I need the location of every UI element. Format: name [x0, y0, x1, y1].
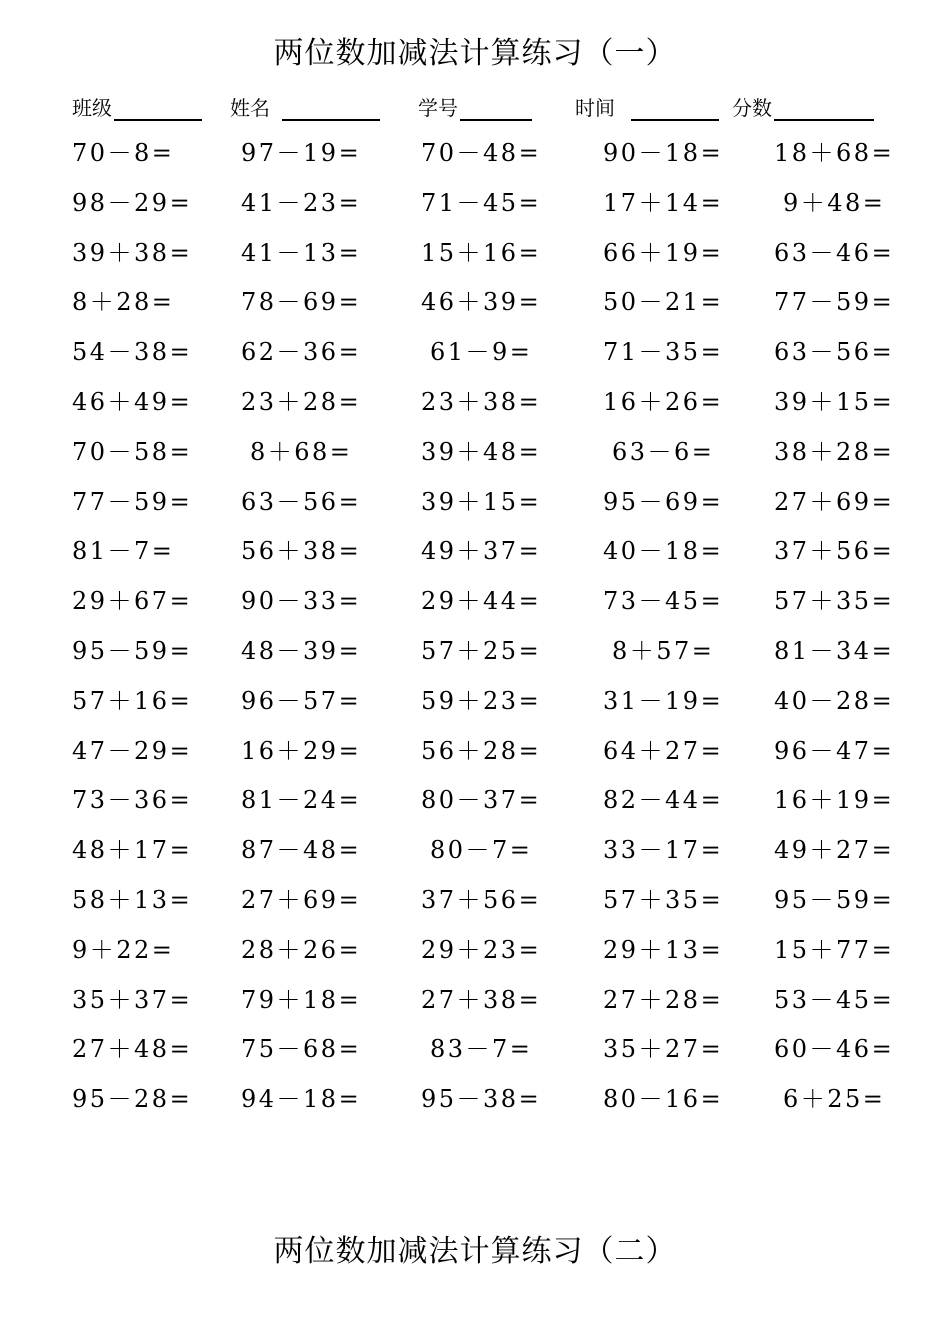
- problem-cell: 53－45=: [774, 985, 895, 1014]
- problem-cell: 37＋56=: [774, 537, 895, 566]
- problem-cell: 95－59=: [72, 636, 193, 665]
- problem-cell: 39＋48=: [421, 437, 542, 466]
- problem-cell: 63－6=: [612, 437, 715, 466]
- time-label: 时间: [575, 96, 615, 120]
- class-label: 班级: [72, 96, 112, 120]
- time-blank[interactable]: [631, 95, 719, 121]
- problem-cell: 82－44=: [603, 786, 724, 815]
- problem-cell: 61－9=: [430, 338, 533, 367]
- problem-cell: 87－48=: [241, 836, 362, 865]
- problem-row: [72, 931, 895, 981]
- id-blank[interactable]: [460, 95, 532, 121]
- problem-cell: 94－18=: [241, 1085, 362, 1114]
- problem-cell: 66＋19=: [603, 238, 724, 267]
- problem-cell: 37＋56=: [421, 885, 542, 914]
- problem-cell: 38＋28=: [774, 437, 895, 466]
- problem-cell: 48＋17=: [72, 836, 193, 865]
- problem-row: [72, 532, 895, 582]
- score-label: 分数: [732, 96, 772, 120]
- problem-cell: 31－19=: [603, 686, 724, 715]
- problem-cell: 8＋57=: [612, 636, 715, 665]
- problem-cell: 57＋35=: [774, 587, 895, 616]
- problem-cell: 9＋22=: [72, 935, 175, 964]
- problem-row: [72, 1030, 895, 1080]
- problem-row: [72, 831, 895, 881]
- class-blank[interactable]: [114, 95, 202, 121]
- problem-cell: 9＋48=: [783, 188, 886, 217]
- problem-cell: 16＋29=: [241, 736, 362, 765]
- problem-row: [72, 483, 895, 533]
- score-field[interactable]: [732, 92, 874, 124]
- id-field[interactable]: [418, 92, 532, 124]
- problem-cell: 46＋39=: [421, 288, 542, 317]
- problem-cell: 70－48=: [421, 139, 542, 167]
- problem-cell: 78－69=: [241, 288, 362, 317]
- problem-grid: [72, 134, 895, 1130]
- problem-cell: 27＋69=: [774, 487, 895, 516]
- problem-row: [72, 732, 895, 782]
- problem-cell: 81－24=: [241, 786, 362, 815]
- problem-cell: 90－33=: [241, 587, 362, 616]
- problem-row: [72, 881, 895, 931]
- problem-cell: 90－18=: [603, 139, 724, 167]
- problem-cell: 49＋27=: [774, 836, 895, 865]
- problem-cell: 27＋69=: [241, 885, 362, 914]
- problem-cell: 8＋28=: [72, 288, 175, 317]
- problem-cell: 39＋15=: [774, 387, 895, 416]
- problem-cell: 56＋28=: [421, 736, 542, 765]
- problem-cell: 27＋48=: [72, 1035, 193, 1064]
- problem-cell: 80－16=: [603, 1085, 724, 1114]
- problem-cell: 40－18=: [603, 537, 724, 566]
- problem-row: [72, 184, 892, 234]
- problem-cell: 77－59=: [72, 487, 193, 516]
- problem-cell: 83－7=: [430, 1035, 533, 1064]
- problem-cell: 95－38=: [421, 1085, 542, 1114]
- problem-cell: 73－36=: [72, 786, 193, 815]
- problem-cell: 80－7=: [430, 836, 533, 865]
- id-label: 学号: [418, 96, 458, 120]
- problem-cell: 6＋25=: [783, 1085, 886, 1114]
- problem-cell: 80－37=: [421, 786, 542, 815]
- problem-cell: 16＋19=: [774, 786, 895, 815]
- problem-cell: 57＋35=: [603, 885, 724, 914]
- problem-cell: 71－35=: [603, 338, 724, 367]
- problem-cell: 75－68=: [241, 1035, 362, 1064]
- problem-cell: 15＋77=: [774, 935, 895, 964]
- problem-cell: 27＋28=: [603, 985, 724, 1014]
- problem-cell: 46＋49=: [72, 387, 193, 416]
- problem-cell: 70－58=: [72, 437, 193, 466]
- problem-cell: 56＋38=: [241, 537, 362, 566]
- problem-cell: 35＋27=: [603, 1035, 724, 1064]
- problem-cell: 77－59=: [774, 288, 895, 317]
- problem-row: [72, 632, 895, 682]
- problem-row: [72, 682, 895, 732]
- problem-cell: 29＋67=: [72, 587, 193, 616]
- problem-row: [72, 283, 895, 333]
- problem-cell: 63－46=: [774, 238, 895, 267]
- problem-cell: 41－23=: [241, 188, 362, 217]
- problem-cell: 33－17=: [603, 836, 724, 865]
- problem-cell: 8＋68=: [250, 437, 353, 466]
- problem-cell: 97－19=: [241, 139, 362, 167]
- problem-cell: 64＋27=: [603, 736, 724, 765]
- problem-cell: 71－45=: [421, 188, 542, 217]
- time-field[interactable]: [575, 92, 719, 124]
- problem-row: [72, 383, 895, 433]
- problem-cell: 70－8=: [72, 139, 175, 167]
- problem-cell: 81－34=: [774, 636, 895, 665]
- problem-cell: 63－56=: [774, 338, 895, 367]
- name-blank[interactable]: [282, 95, 380, 121]
- problem-cell: 15＋16=: [421, 238, 542, 267]
- problem-cell: 49＋37=: [421, 537, 542, 566]
- problem-cell: 16＋26=: [603, 387, 724, 416]
- problem-cell: 27＋38=: [421, 985, 542, 1014]
- problem-cell: 95－69=: [603, 487, 724, 516]
- problem-cell: 57＋16=: [72, 686, 193, 715]
- problem-cell: 41－13=: [241, 238, 362, 267]
- problem-cell: 39＋15=: [421, 487, 542, 516]
- problem-cell: 23＋28=: [241, 387, 362, 416]
- problem-cell: 54－38=: [72, 338, 193, 367]
- problem-cell: 39＋38=: [72, 238, 193, 267]
- problem-row: [72, 1080, 892, 1130]
- problem-row: [72, 433, 895, 483]
- score-blank[interactable]: [774, 95, 874, 121]
- problem-cell: 58＋13=: [72, 885, 193, 914]
- problem-cell: 29＋23=: [421, 935, 542, 964]
- problem-cell: 62－36=: [241, 338, 362, 367]
- problem-cell: 29＋13=: [603, 935, 724, 964]
- problem-cell: 18＋68=: [774, 139, 895, 167]
- problem-cell: 28＋26=: [241, 935, 362, 964]
- problem-cell: 48－39=: [241, 636, 362, 665]
- problem-cell: 95－28=: [72, 1085, 193, 1114]
- problem-row: [72, 582, 895, 632]
- name-field[interactable]: [230, 92, 380, 124]
- problem-row: [72, 234, 895, 284]
- problem-cell: 96－47=: [774, 736, 895, 765]
- problem-cell: 73－45=: [603, 587, 724, 616]
- problem-cell: 60－46=: [774, 1035, 895, 1064]
- problem-cell: 81－7=: [72, 537, 175, 566]
- problem-cell: 47－29=: [72, 736, 193, 765]
- problem-row: [72, 981, 895, 1031]
- problem-row: [72, 134, 895, 184]
- problem-cell: 40－28=: [774, 686, 895, 715]
- problem-cell: 63－56=: [241, 487, 362, 516]
- class-field[interactable]: [72, 92, 202, 124]
- problem-cell: 17＋14=: [603, 188, 724, 217]
- problem-cell: 79＋18=: [241, 985, 362, 1014]
- worksheet-title-2: 两位数加减法计算练习（二）: [273, 1234, 677, 1269]
- problem-row: [72, 781, 895, 831]
- problem-cell: 50－21=: [603, 288, 724, 317]
- problem-cell: 57＋25=: [421, 636, 542, 665]
- worksheet-title: 两位数加减法计算练习（一）: [273, 36, 677, 71]
- problem-cell: 96－57=: [241, 686, 362, 715]
- problem-cell: 35＋37=: [72, 985, 193, 1014]
- problem-cell: 29＋44=: [421, 587, 542, 616]
- problem-cell: 95－59=: [774, 885, 895, 914]
- problem-row: [72, 333, 895, 383]
- problem-cell: 59＋23=: [421, 686, 542, 715]
- name-label: 姓名: [230, 96, 270, 120]
- problem-cell: 23＋38=: [421, 387, 542, 416]
- problem-cell: 98－29=: [72, 188, 193, 217]
